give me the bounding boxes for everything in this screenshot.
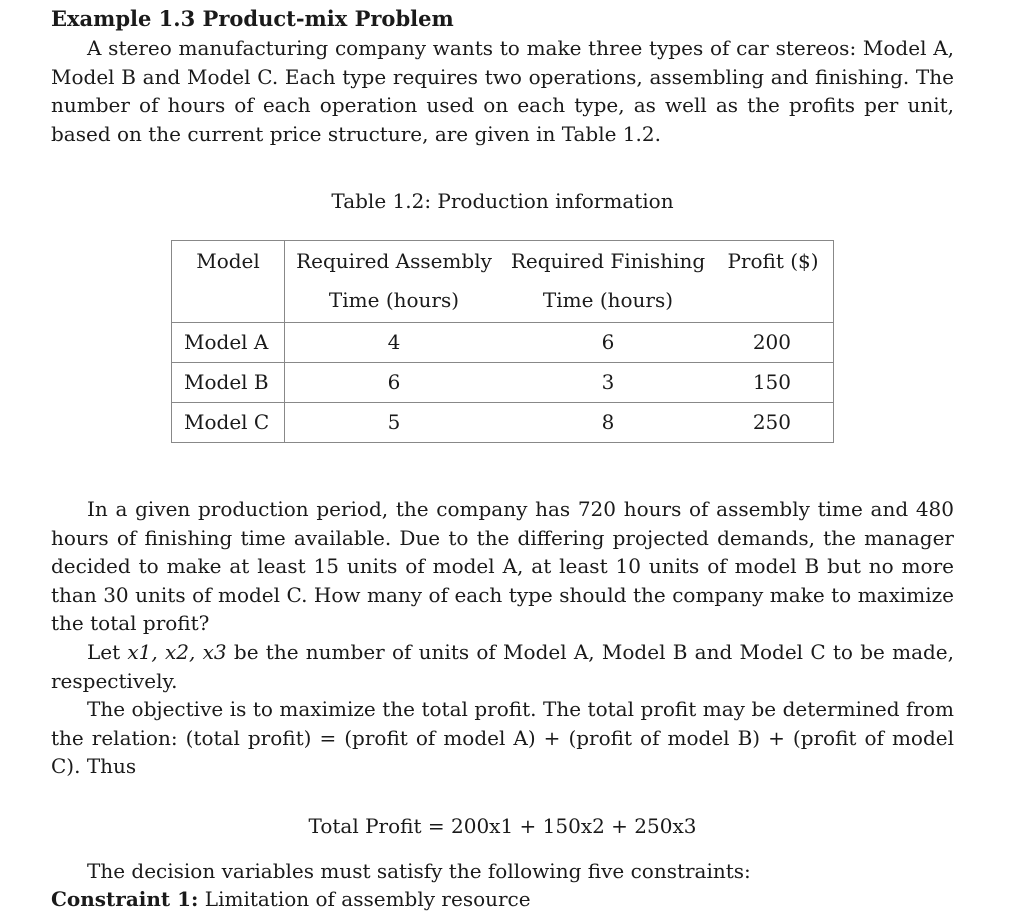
- constraints-intro: The decision variables must satisfy the following five constraints:: [87, 859, 751, 883]
- profit-equation: [51, 812, 954, 840]
- cell-assembly: 5: [285, 403, 504, 443]
- cell-profit: 250: [713, 403, 834, 443]
- cell-finishing: 6: [503, 323, 713, 363]
- objective-text: The objective is to maximize the total profit. The total profit may be determined from the relation: (total profit) = (profit of model A) + (profit of model B) + (profit of model C). Thus: [51, 697, 954, 778]
- variables-paragraph: Let x1, x2, x3 be the number of units of Model A, Model B and Model C to be made, respectively.: [51, 640, 954, 693]
- cell-model: Model C: [172, 403, 285, 443]
- table-row: [172, 403, 834, 443]
- intro-paragraph: [51, 34, 954, 148]
- objective-paragraph: [51, 695, 954, 781]
- header-assembly: Required Assembly Time (hours): [285, 241, 504, 323]
- equation-lhs: Total Profit: [308, 814, 422, 838]
- example-heading: Example 1.3 Product-mix Problem: [51, 6, 454, 31]
- cell-assembly: 4: [285, 323, 504, 363]
- table-header-row: [172, 241, 834, 323]
- production-table: [171, 240, 834, 443]
- cell-profit: 150: [713, 363, 834, 403]
- cell-model: Model A: [172, 323, 285, 363]
- table-row: [172, 363, 834, 403]
- cell-model: Model B: [172, 363, 285, 403]
- decision-variables: x1, x2, x3: [127, 640, 227, 664]
- table-row: [172, 323, 834, 363]
- header-profit: Profit ($): [713, 241, 834, 323]
- table-caption: Table 1.2: Production information: [331, 189, 674, 213]
- intro-text: A stereo manufacturing company wants to make three types of car stereos: Model A, Model B and Model C. Each type requires two operations, assembling and finishing. The number of hours of each operation used on each type, as well as the profits per unit, based on the current price structure, are given in Table 1.2.: [51, 36, 954, 146]
- cell-assembly: 6: [285, 363, 504, 403]
- constraint-1-label: Constraint 1:: [51, 887, 199, 911]
- cell-finishing: 8: [503, 403, 713, 443]
- header-model: Model: [172, 241, 285, 323]
- cell-profit: 200: [713, 323, 834, 363]
- cell-finishing: 3: [503, 363, 713, 403]
- problem-paragraph: [51, 495, 954, 638]
- constraint-1-text: Limitation of assembly resource: [198, 887, 531, 911]
- equation-rhs: = 200x1 + 150x2 + 250x3: [427, 814, 697, 838]
- problem-text: In a given production period, the company has 720 hours of assembly time and 480 hours of finishing time available. Due to the differing projected demands, the manager decided to make at least 15 units of model A, at least 10 units of model B but no more than 30 units of model C. How many of each type should the company make to maximize the total profit?: [51, 497, 954, 635]
- header-finishing: Required Finishing Time (hours): [503, 241, 713, 323]
